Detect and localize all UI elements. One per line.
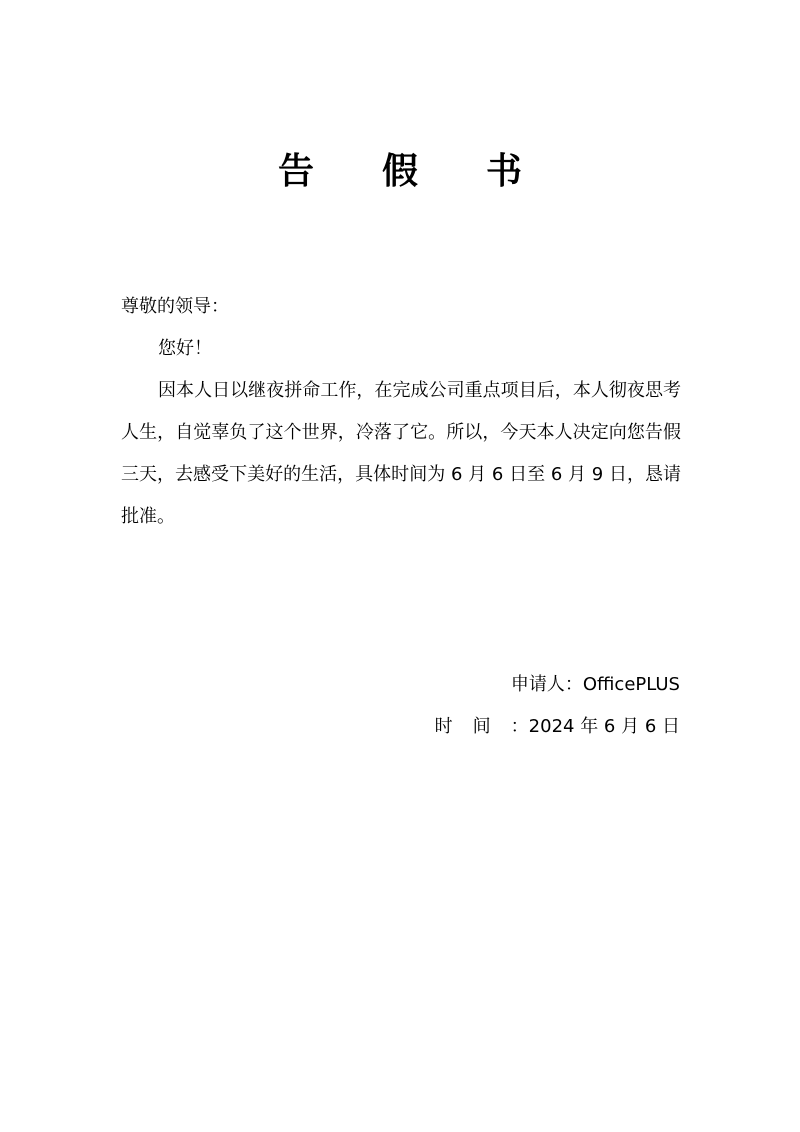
body-paragraph: 因本人日以继夜拼命工作，在完成公司重点项目后，本人彻夜思考人生，自觉辜负了这个世界，冷落了它。所以，今天本人决定向您告假三天，去感受下美好的生活，具体时间为 6 月 6 日至 6 月 9 日，恳请批准。 <box>121 380 681 527</box>
date-separator: ： <box>510 716 529 737</box>
document-title: 告假书 <box>277 151 590 192</box>
salutation: 您好！ <box>158 338 212 359</box>
date-label: 时间 <box>434 716 511 737</box>
applicant-line <box>280 664 680 706</box>
applicant-label: 申请人： <box>510 674 583 695</box>
greeting: 尊敬的领导： <box>121 296 229 317</box>
date-value: 2024 年 6 月 6 日 <box>528 716 680 737</box>
applicant-name: OfficePLUS <box>582 674 680 695</box>
date-line <box>280 706 680 748</box>
